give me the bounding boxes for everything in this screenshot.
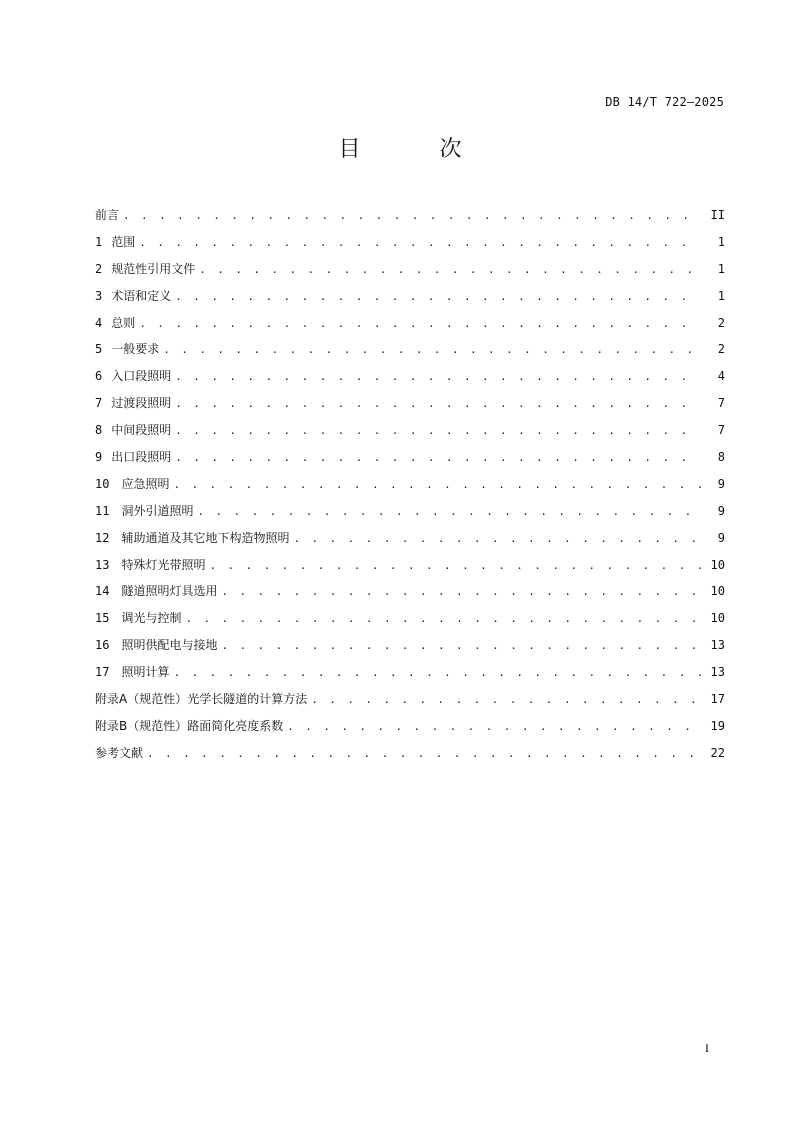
toc-entry-page: 9 (717, 503, 725, 518)
toc-dot-leader (173, 666, 701, 679)
toc-entry-number: 14 (95, 584, 110, 599)
toc-entry-label: 过渡段照明 (111, 396, 172, 411)
toc-entry-label: 参考文献 (95, 745, 144, 760)
toc-dot-leader (293, 532, 701, 545)
toc-entry-label: 调光与控制 (121, 611, 182, 626)
toc-dot-leader (175, 451, 701, 464)
page-title: 目 次 (338, 137, 498, 162)
toc-entry[interactable] (95, 287, 725, 314)
toc-entry[interactable] (95, 744, 725, 771)
toc-dot-leader (173, 478, 701, 491)
toc-entry[interactable] (95, 475, 725, 502)
toc-entry-label: 特殊灯光带照明 (121, 557, 206, 572)
toc-entry-label: 总则 (111, 315, 136, 330)
toc-entry[interactable] (95, 340, 725, 367)
toc-entry-number: 3 (95, 288, 103, 303)
toc-entry-number: 7 (95, 396, 103, 411)
toc-entry-number: 13 (95, 557, 110, 572)
toc-entry-number: 2 (95, 261, 103, 276)
toc-entry-page: 22 (710, 745, 725, 760)
toc-entry-label: 应急照明 (121, 476, 170, 491)
toc-entry-number: 9 (95, 450, 103, 465)
toc-entry-number: 8 (95, 423, 103, 438)
toc-entry-page: 2 (717, 315, 725, 330)
toc-entry-label: 入口段照明 (111, 369, 172, 384)
toc-dot-leader (139, 236, 701, 249)
toc-entry-label: 辅助通道及其它地下构造物照明 (121, 530, 290, 545)
toc-entry-label: 规范性引用文件 (111, 261, 196, 276)
toc-dot-leader (175, 397, 701, 410)
toc-entry-page: 17 (710, 692, 725, 707)
toc-entry-number: 12 (95, 530, 110, 545)
toc-entry[interactable] (95, 582, 725, 609)
toc-entry[interactable] (95, 502, 725, 529)
page-number: I (705, 1041, 709, 1055)
toc-dot-leader (175, 424, 701, 437)
toc-dot-leader (175, 370, 701, 383)
toc-entry-page: 10 (710, 584, 725, 599)
toc-entry-label: 照明计算 (121, 665, 170, 680)
toc-entry-page: 9 (717, 530, 725, 545)
toc-entry-page: 2 (717, 342, 725, 357)
toc-dot-leader (197, 505, 701, 518)
toc-entry-label: 中间段照明 (111, 423, 172, 438)
toc-entry-label: 隧道照明灯具选用 (121, 584, 218, 599)
toc-entry[interactable] (95, 663, 725, 690)
toc-entry-page: 10 (710, 611, 725, 626)
toc-dot-leader (209, 559, 701, 572)
toc-entry-page: 4 (717, 369, 725, 384)
toc-entry-page: 7 (717, 396, 725, 411)
toc-entry-page: 9 (717, 476, 725, 491)
toc-entry-number: 5 (95, 342, 103, 357)
toc-entry-page: 1 (717, 261, 725, 276)
toc-dot-leader (163, 343, 701, 356)
toc-entry[interactable] (95, 448, 725, 475)
toc-entry-number: 16 (95, 638, 110, 653)
toc-entry-page: 1 (717, 288, 725, 303)
toc-entry[interactable] (95, 260, 725, 287)
toc-dot-leader (147, 747, 701, 760)
toc-dot-leader (185, 612, 701, 625)
toc-entry-page: 8 (717, 450, 725, 465)
toc-entry-label: 一般要求 (111, 342, 160, 357)
toc-dot-leader (175, 290, 701, 303)
toc-entry-number: 15 (95, 611, 110, 626)
toc-dot-leader (221, 585, 701, 598)
toc-entry-label: 术语和定义 (111, 288, 172, 303)
toc-entry[interactable] (95, 394, 725, 421)
toc-entry-number: 4 (95, 315, 103, 330)
toc-dot-leader (287, 720, 701, 733)
toc-entry-label: 前言 (95, 208, 120, 222)
toc-entry-number: 17 (95, 665, 110, 680)
toc-entry[interactable] (95, 206, 725, 233)
toc-entry-number: 6 (95, 369, 103, 384)
toc-entry-label: 照明供配电与接地 (121, 638, 218, 653)
toc-entry-page: 19 (710, 718, 725, 733)
toc-entry[interactable] (95, 690, 725, 717)
toc-entry[interactable] (95, 233, 725, 260)
document-code: DB 14/T 722—2025 (605, 95, 724, 109)
toc-entry-page: 13 (710, 638, 725, 653)
toc-entry-page: 10 (710, 557, 725, 572)
toc-dot-leader (311, 693, 701, 706)
toc-dot-leader (221, 639, 701, 652)
toc-entry[interactable] (95, 609, 725, 636)
toc-entry-number: 11 (95, 503, 110, 518)
toc-entry-page: 7 (717, 423, 725, 438)
toc-dot-leader (123, 209, 701, 222)
toc-dot-leader (139, 317, 701, 330)
toc-entry[interactable] (95, 636, 725, 663)
toc-entry-page: 1 (717, 234, 725, 249)
toc-entry[interactable] (95, 421, 725, 448)
toc-dot-leader (199, 263, 701, 276)
toc-entry-label: 附录B（规范性）路面简化亮度系数 (95, 718, 284, 733)
toc-entry[interactable] (95, 717, 725, 744)
toc-entry-label: 附录A（规范性）光学长隧道的计算方法 (95, 692, 308, 707)
table-of-contents (95, 206, 725, 771)
toc-entry-label: 范围 (111, 234, 136, 249)
toc-entry-label: 洞外引道照明 (121, 503, 194, 518)
toc-entry[interactable] (95, 367, 725, 394)
toc-entry[interactable] (95, 314, 725, 341)
toc-entry-number: 10 (95, 476, 110, 491)
toc-entry-label: 出口段照明 (111, 450, 172, 465)
toc-entry-page: II (710, 208, 725, 222)
toc-entry-page: 13 (710, 665, 725, 680)
toc-entry-number: 1 (95, 234, 103, 249)
toc-entry[interactable] (95, 556, 725, 583)
toc-entry[interactable] (95, 529, 725, 556)
